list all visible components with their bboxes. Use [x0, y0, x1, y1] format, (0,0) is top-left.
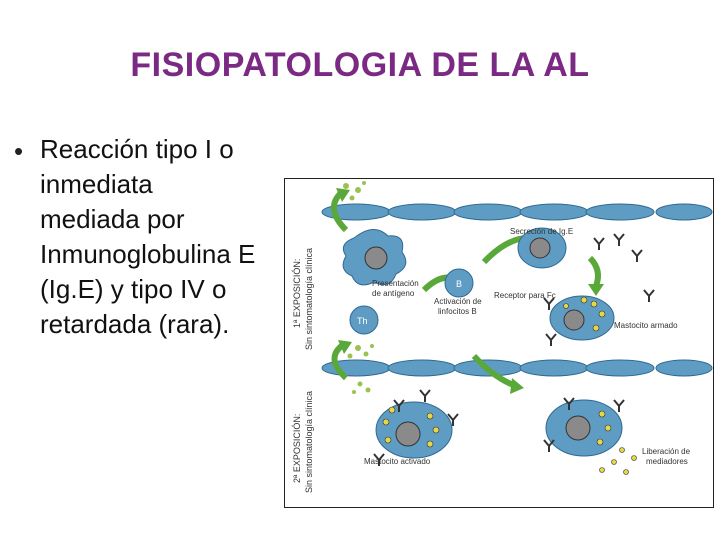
second-exposure-sub: Sin sintomatología clínica	[304, 390, 314, 493]
first-exposure-sub: Sin sintomatología clínica	[304, 247, 314, 350]
label-activation-2: linfocitos B	[438, 307, 477, 316]
lymphocyte-b	[445, 269, 473, 297]
label-activated-mast: Mastocito activado	[364, 457, 431, 466]
label-armed-mast: Mastocito armado	[614, 321, 678, 330]
bullet-dot: •	[14, 136, 24, 166]
armed-mast-cell	[550, 296, 614, 340]
label-release-2: mediadores	[646, 457, 688, 466]
second-exposure-label: 2ª EXPOSICIÓN:	[292, 413, 302, 483]
first-exposure-label: 1ª EXPOSICIÓN:	[292, 258, 302, 328]
bullet-text: Reacción tipo I o inmediata mediada por Inmunoglobulina E (Ig.E) y tipo IV o retardada (rara).	[40, 134, 256, 339]
cell-b-label: B	[456, 279, 463, 289]
allergy-diagram	[284, 178, 714, 508]
label-release-1: Liberación de	[642, 447, 691, 456]
slide-title: FISIOPATOLOGIA DE LA AL	[130, 46, 590, 84]
label-presentation-2: de antígeno	[372, 289, 415, 298]
cell-th-label: Th	[357, 316, 368, 326]
activated-mast-cell	[376, 402, 452, 458]
label-secretion: Secreción de Ig.E	[510, 227, 574, 236]
label-presentation-1: Presentación	[372, 279, 419, 288]
label-receptor: Receptor para Fc	[494, 291, 556, 300]
th-cell	[350, 306, 378, 334]
label-activation-1: Activación de	[434, 297, 482, 306]
